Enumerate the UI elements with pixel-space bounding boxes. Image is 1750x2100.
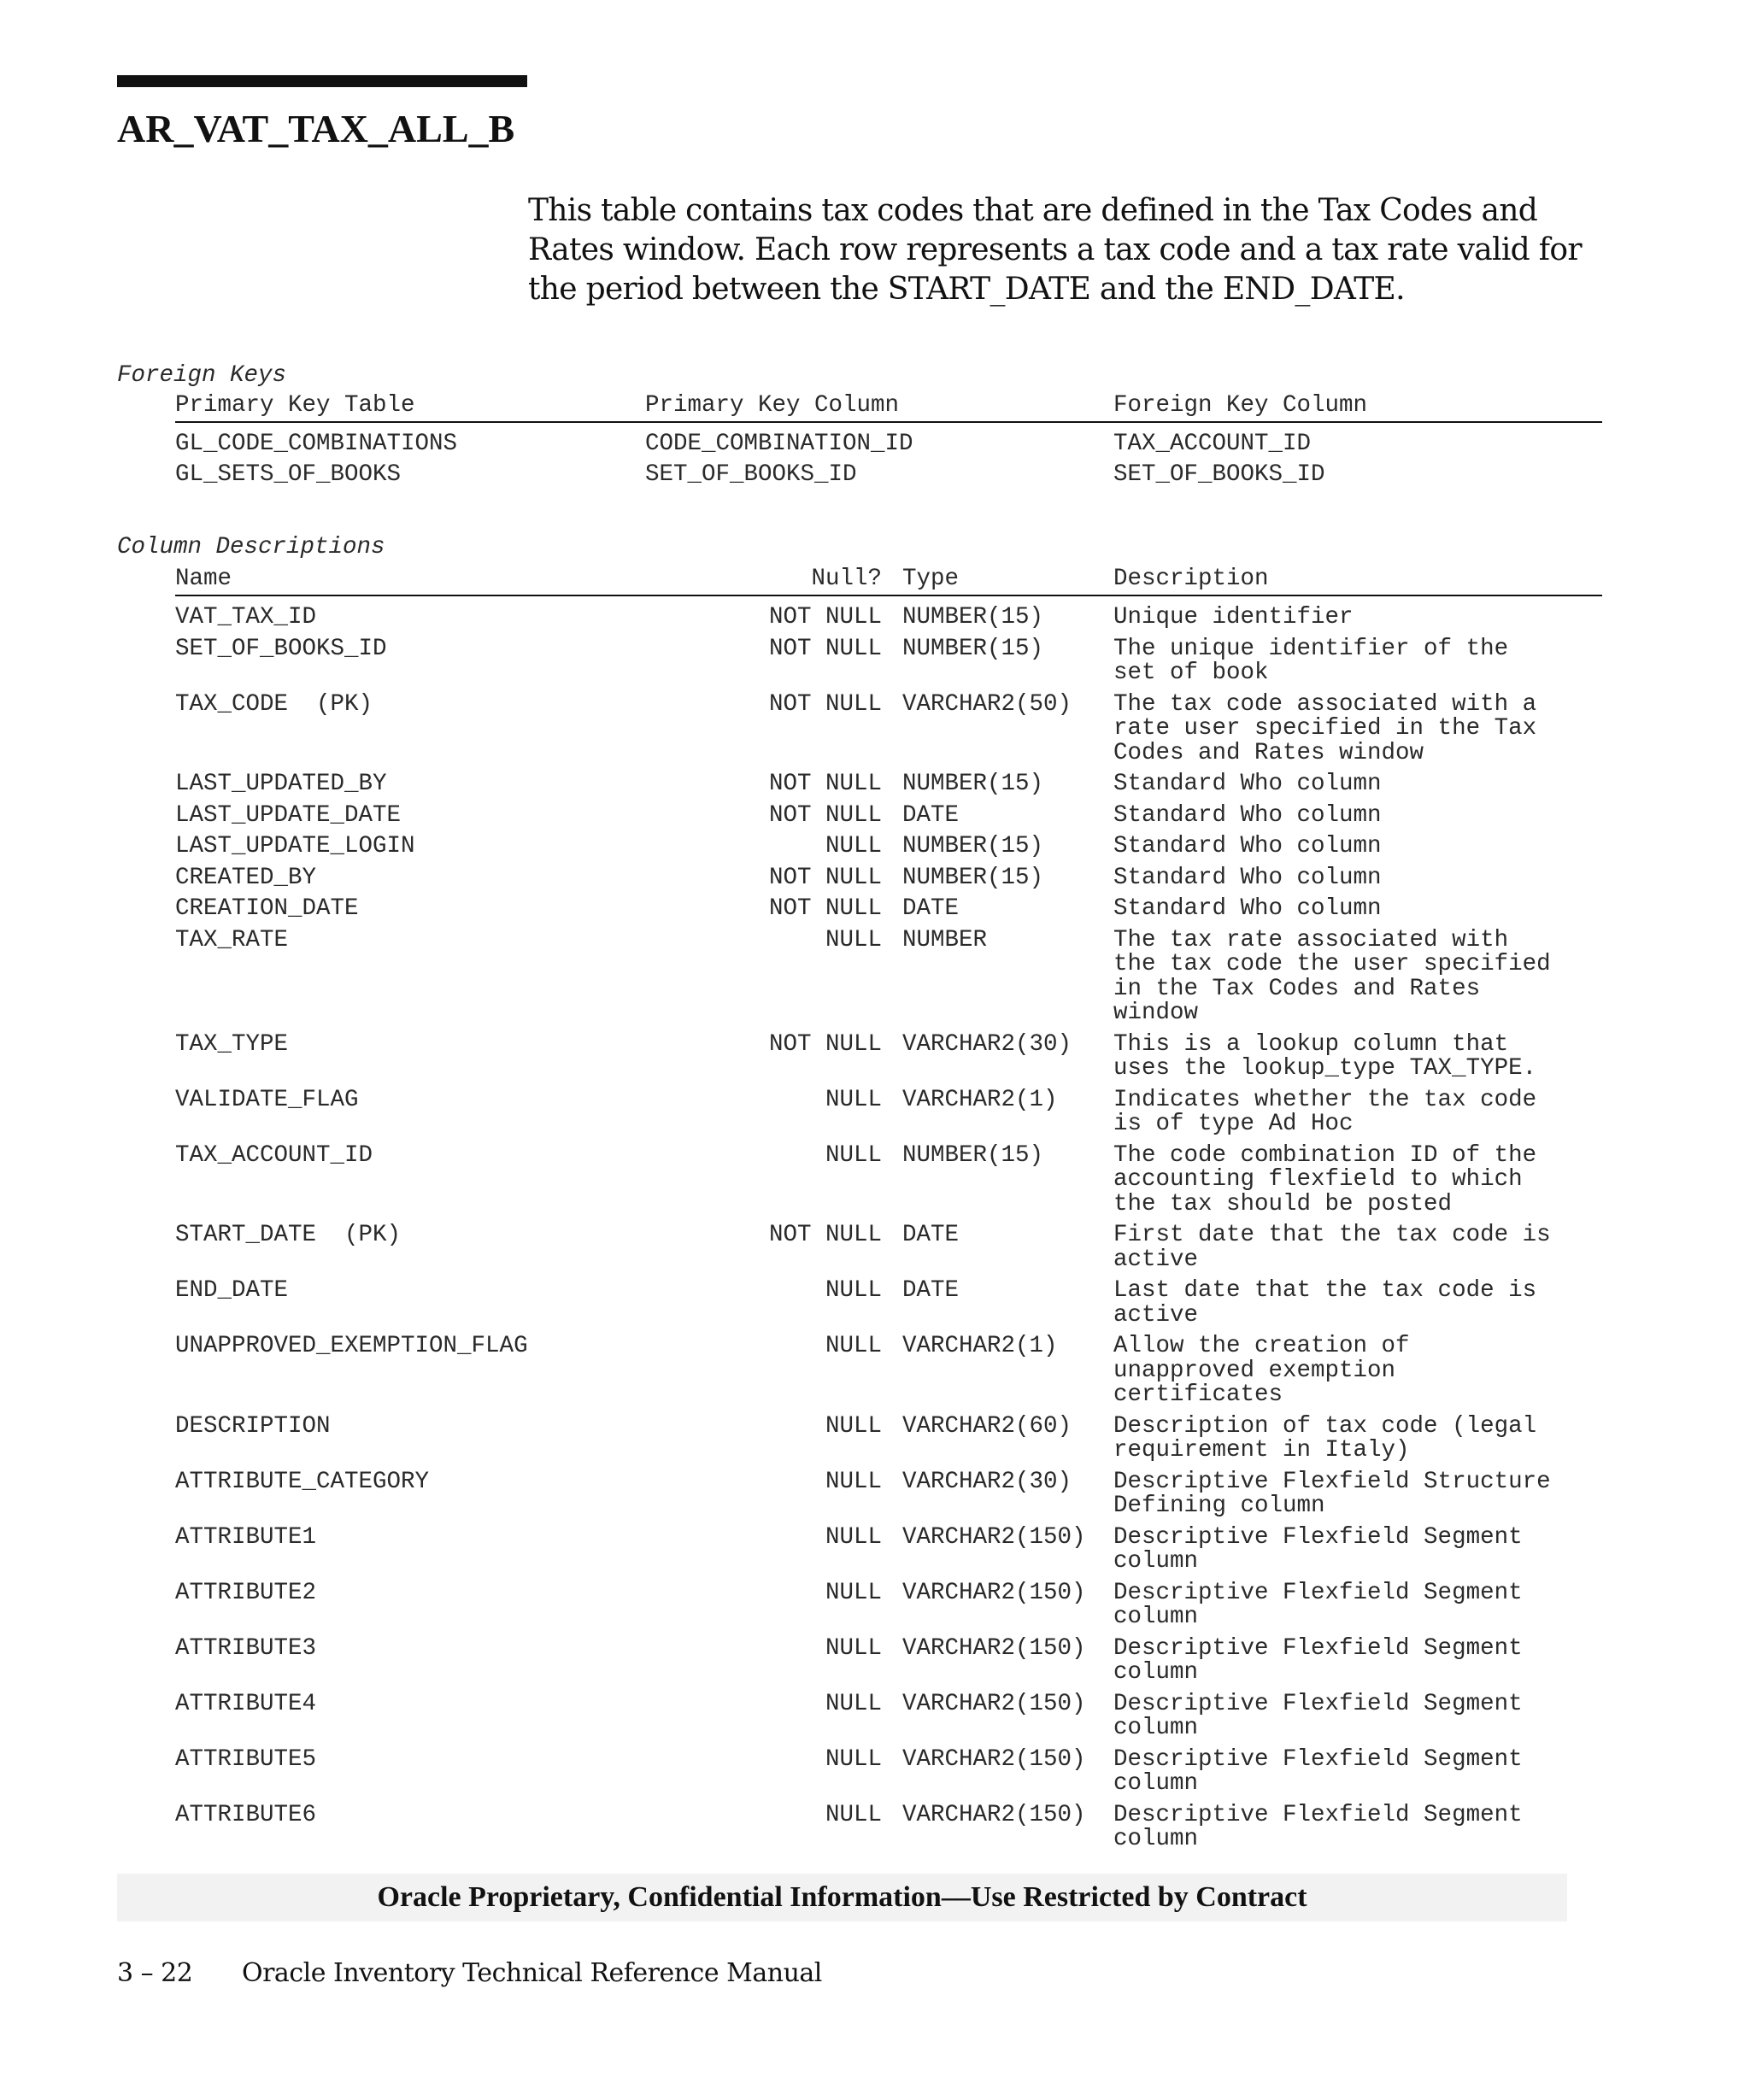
column-name-cell: VAT_TAX_ID	[175, 604, 317, 631]
column-description-line: requirement in Italy)	[1113, 1437, 1410, 1464]
column-type-cell: VARCHAR2(60)	[902, 1412, 1072, 1440]
col-header-null: Null?	[811, 566, 882, 592]
table-title: AR_VAT_TAX_ALL_B	[117, 107, 515, 150]
column-name-cell: UNAPPROVED_EXEMPTION_FLAG	[175, 1333, 528, 1359]
confidential-notice: Oracle Proprietary, Confidential Information––Use Restricted by Contract	[117, 1874, 1567, 1921]
column-description-line: uses the lookup_type TAX_TYPE.	[1113, 1055, 1537, 1082]
column-description-line: Allow the creation of	[1113, 1333, 1410, 1359]
column-description-line: the tax code the user specified	[1113, 951, 1551, 977]
column-name-cell: TAX_CODE (PK)	[175, 690, 373, 718]
column-name-cell: TAX_ACCOUNT_ID	[175, 1141, 373, 1169]
column-null-cell: NOT NULL	[768, 1030, 882, 1058]
column-description-line: the tax should be posted	[1113, 1190, 1453, 1217]
column-null-cell: NOT NULL	[768, 771, 882, 797]
column-null-cell: NULL	[825, 926, 882, 953]
fk-header-cell: Primary Key Column	[645, 392, 900, 419]
column-name-cell: LAST_UPDATE_LOGIN	[175, 833, 415, 859]
column-description-line: Descriptive Flexfield Segment	[1113, 1801, 1523, 1828]
column-description-line: Standard Who column	[1113, 771, 1382, 797]
column-null-cell: NOT NULL	[768, 864, 882, 891]
column-description-line: Descriptive Flexfield Segment	[1113, 1745, 1523, 1773]
column-null-cell: NULL	[825, 1745, 882, 1773]
column-type-cell: DATE	[902, 1222, 960, 1248]
column-description-line: Descriptive Flexfield Segment	[1113, 1690, 1523, 1717]
title-rule	[117, 75, 527, 87]
column-header-rule	[175, 595, 1602, 596]
column-description-line: Last date that the tax code is	[1113, 1277, 1537, 1304]
column-description-line: window	[1113, 1000, 1199, 1026]
column-description-line: Standard Who column	[1113, 864, 1382, 891]
column-type-cell: NUMBER(15)	[902, 1141, 1044, 1169]
column-type-cell: VARCHAR2(30)	[902, 1468, 1072, 1495]
column-description-line: column	[1113, 1826, 1199, 1852]
column-null-cell: NOT NULL	[768, 604, 882, 631]
fk-cell: TAX_ACCOUNT_ID	[1113, 431, 1312, 457]
column-null-cell: NULL	[825, 1579, 882, 1606]
column-type-cell: VARCHAR2(150)	[902, 1690, 1086, 1717]
column-description-line: Descriptive Flexfield Segment	[1113, 1579, 1523, 1606]
column-null-cell: NOT NULL	[768, 690, 882, 718]
column-name-cell: LAST_UPDATED_BY	[175, 771, 387, 797]
column-name-cell: CREATION_DATE	[175, 895, 359, 922]
column-type-cell: VARCHAR2(30)	[902, 1030, 1072, 1058]
column-type-cell: VARCHAR2(50)	[902, 690, 1072, 718]
column-type-cell: NUMBER(15)	[902, 771, 1044, 797]
column-null-cell: NULL	[825, 833, 882, 859]
column-description-line: set of book	[1113, 660, 1269, 686]
column-type-cell: NUMBER(15)	[902, 604, 1044, 631]
column-null-cell: NOT NULL	[768, 801, 882, 829]
column-description-line: Descriptive Flexfield Segment	[1113, 1634, 1523, 1662]
column-null-cell: NULL	[825, 1141, 882, 1169]
table-description: This table contains tax codes that are defined in the Tax Codes and Rates window. Each row represents a tax code and a tax rate valid for the period between the START_DATE and the END_DATE.	[528, 193, 1582, 307]
column-name-cell: ATTRIBUTE6	[175, 1801, 317, 1828]
fk-cell: SET_OF_BOOKS_ID	[645, 461, 857, 488]
column-type-cell: NUMBER(15)	[902, 635, 1044, 662]
column-description-line: Standard Who column	[1113, 833, 1382, 859]
fk-header-cell: Primary Key Table	[175, 392, 415, 419]
fk-cell: GL_CODE_COMBINATIONS	[175, 431, 458, 457]
column-name-cell: END_DATE	[175, 1277, 289, 1304]
column-description-line: Descriptive Flexfield Structure	[1113, 1468, 1551, 1495]
column-null-cell: NOT NULL	[768, 635, 882, 662]
column-name-cell: SET_OF_BOOKS_ID	[175, 635, 387, 662]
col-header-type: Type	[902, 566, 960, 592]
column-description-line: The tax code associated with a	[1113, 690, 1537, 718]
column-description-line: Standard Who column	[1113, 895, 1382, 922]
column-name-cell: DESCRIPTION	[175, 1412, 331, 1440]
fk-cell: GL_SETS_OF_BOOKS	[175, 461, 402, 488]
column-description-line: Unique identifier	[1113, 604, 1354, 631]
column-type-cell: DATE	[902, 1277, 960, 1304]
column-null-cell: NOT NULL	[768, 895, 882, 922]
column-description-line: column	[1113, 1548, 1199, 1575]
column-descriptions-heading: Column Descriptions	[117, 534, 385, 560]
column-type-cell: VARCHAR2(150)	[902, 1634, 1086, 1662]
column-name-cell: ATTRIBUTE_CATEGORY	[175, 1468, 430, 1495]
column-description-line: active	[1113, 1246, 1199, 1273]
column-description-line: Description of tax code (legal	[1113, 1412, 1537, 1440]
column-null-cell: NULL	[825, 1412, 882, 1440]
foreign-keys-heading: Foreign Keys	[117, 362, 287, 389]
column-null-cell: NULL	[825, 1801, 882, 1828]
col-header-name: Name	[175, 566, 232, 592]
column-name-cell: ATTRIBUTE5	[175, 1745, 317, 1773]
column-name-cell: ATTRIBUTE2	[175, 1579, 317, 1606]
column-null-cell: NULL	[825, 1468, 882, 1495]
column-name-cell: TAX_TYPE	[175, 1030, 289, 1058]
column-description-line: unapproved exemption	[1113, 1357, 1396, 1384]
column-description-line: is of type Ad Hoc	[1113, 1111, 1354, 1137]
column-description-line: Standard Who column	[1113, 801, 1382, 829]
column-description-line: First date that the tax code is	[1113, 1222, 1551, 1248]
column-name-cell: TAX_RATE	[175, 926, 289, 953]
column-name-cell: CREATED_BY	[175, 864, 317, 891]
column-description-line: Codes and Rates window	[1113, 739, 1424, 766]
column-type-cell: VARCHAR2(150)	[902, 1745, 1086, 1773]
column-description-line: Descriptive Flexfield Segment	[1113, 1523, 1523, 1551]
fk-header-cell: Foreign Key Column	[1113, 392, 1368, 419]
column-type-cell: DATE	[902, 801, 960, 829]
column-description-line: column	[1113, 1659, 1199, 1686]
column-description-line: rate user specified in the Tax	[1113, 715, 1537, 742]
column-type-cell: NUMBER(15)	[902, 833, 1044, 859]
column-name-cell: ATTRIBUTE1	[175, 1523, 317, 1551]
column-name-cell: START_DATE (PK)	[175, 1222, 402, 1248]
column-type-cell: VARCHAR2(1)	[902, 1086, 1058, 1113]
column-type-cell: VARCHAR2(1)	[902, 1333, 1058, 1359]
column-type-cell: VARCHAR2(150)	[902, 1523, 1086, 1551]
column-null-cell: NULL	[825, 1333, 882, 1359]
column-description-line: Indicates whether the tax code	[1113, 1086, 1537, 1113]
column-description-line: The tax rate associated with	[1113, 926, 1509, 953]
column-type-cell: VARCHAR2(150)	[902, 1579, 1086, 1606]
manual-title: Oracle Inventory Technical Reference Manual	[242, 1958, 822, 1988]
column-description-line: column	[1113, 1770, 1199, 1797]
column-null-cell: NOT NULL	[768, 1222, 882, 1248]
column-description-line: certificates	[1113, 1381, 1283, 1408]
column-description-line: column	[1113, 1715, 1199, 1741]
column-type-cell: VARCHAR2(150)	[902, 1801, 1086, 1828]
fk-header-rule	[175, 421, 1602, 423]
column-null-cell: NULL	[825, 1523, 882, 1551]
column-description-line: This is a lookup column that	[1113, 1030, 1509, 1058]
column-type-cell: NUMBER	[902, 926, 988, 953]
col-header-description: Description	[1113, 566, 1269, 592]
page-number: 3 – 22	[117, 1958, 193, 1988]
column-null-cell: NULL	[825, 1634, 882, 1662]
column-type-cell: DATE	[902, 895, 960, 922]
column-name-cell: VALIDATE_FLAG	[175, 1086, 359, 1113]
column-description-line: column	[1113, 1604, 1199, 1630]
column-name-cell: ATTRIBUTE4	[175, 1690, 317, 1717]
column-name-cell: LAST_UPDATE_DATE	[175, 801, 402, 829]
column-description-line: active	[1113, 1301, 1199, 1329]
column-description-line: in the Tax Codes and Rates	[1113, 975, 1481, 1002]
column-null-cell: NULL	[825, 1086, 882, 1113]
column-null-cell: NULL	[825, 1690, 882, 1717]
fk-cell: CODE_COMBINATION_ID	[645, 431, 913, 457]
column-description-line: The code combination ID of the	[1113, 1141, 1537, 1169]
column-description-line: Defining column	[1113, 1493, 1325, 1519]
fk-cell: SET_OF_BOOKS_ID	[1113, 461, 1325, 488]
column-null-cell: NULL	[825, 1277, 882, 1304]
column-name-cell: ATTRIBUTE3	[175, 1634, 317, 1662]
column-type-cell: NUMBER(15)	[902, 864, 1044, 891]
column-description-line: accounting flexfield to which	[1113, 1166, 1523, 1193]
column-description-line: The unique identifier of the	[1113, 635, 1509, 662]
